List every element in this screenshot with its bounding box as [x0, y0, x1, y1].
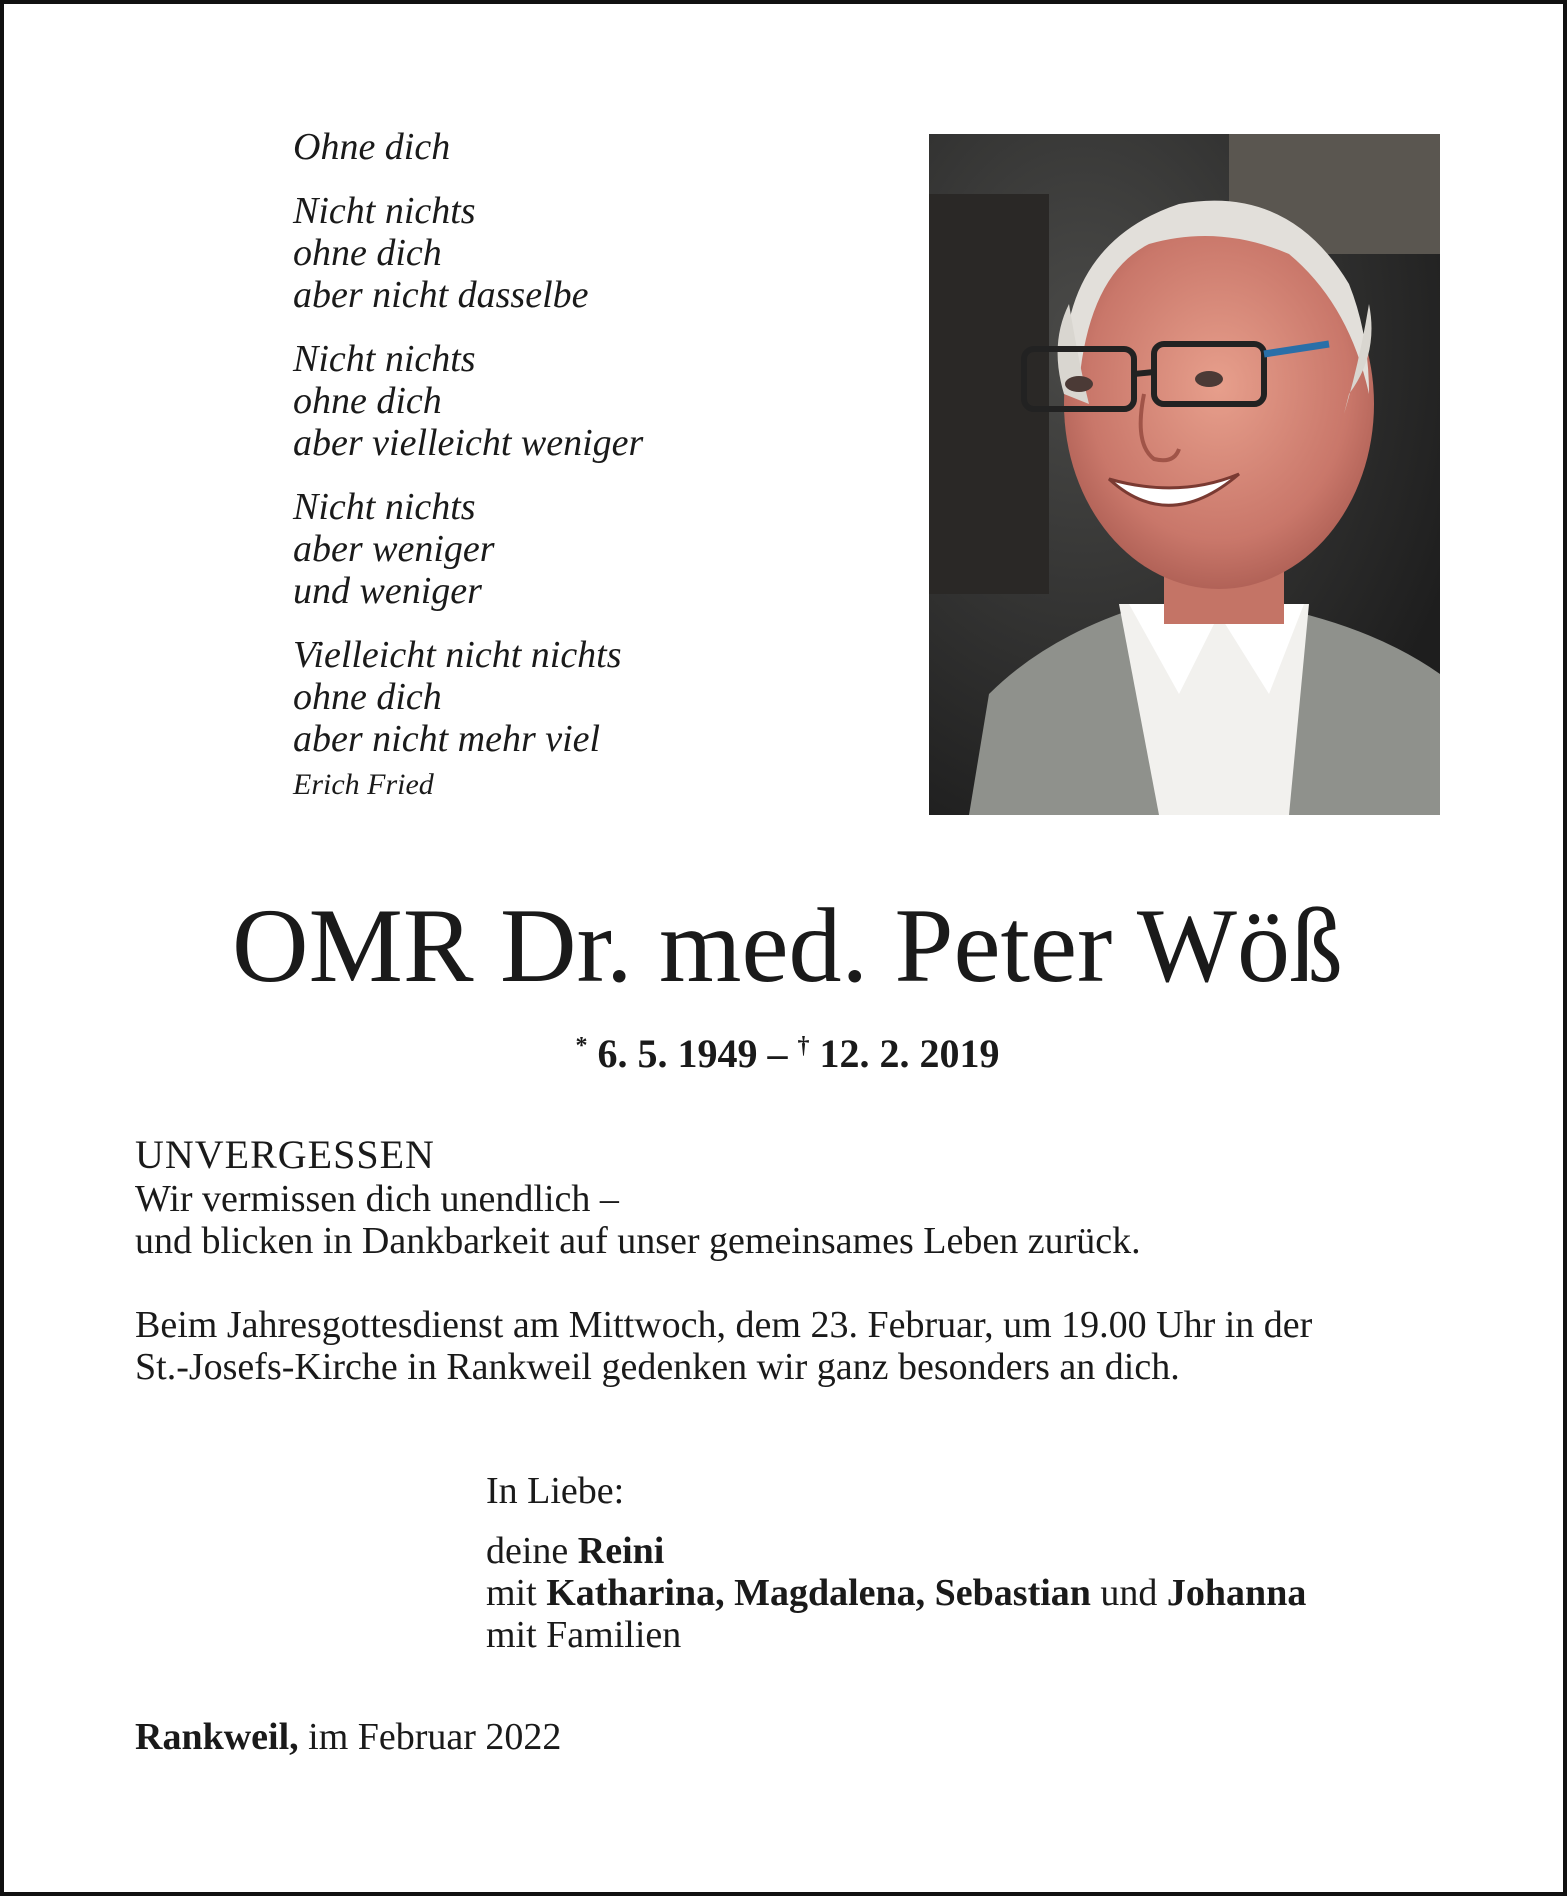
place-date	[135, 1716, 561, 1758]
portrait-photo-icon	[929, 134, 1440, 815]
message-line: und blicken in Dankbarkeit auf unser gemeinsames Leben zurück.	[135, 1220, 1141, 1262]
poem-line: ohne dich	[293, 380, 442, 422]
poem-line: ohne dich	[293, 232, 442, 274]
poem-line: ohne dich	[293, 676, 442, 718]
poem-line: Vielleicht nicht nichts	[293, 634, 622, 676]
date: im Februar 2022	[298, 1716, 562, 1758]
birth-symbol: *	[575, 1033, 588, 1059]
poem-line: und weniger	[293, 570, 482, 612]
service-line: St.-Josefs-Kirche in Rankweil gedenken wir ganz besonders an dich.	[135, 1346, 1180, 1388]
poem	[293, 126, 893, 802]
portrait-photo	[929, 134, 1440, 815]
service-line: Beim Jahresgottesdienst am Mittwoch, dem 23. Februar, um 19.00 Uhr in der	[135, 1304, 1313, 1346]
date-separator: –	[767, 1031, 798, 1076]
death-date: 12. 2. 2019	[819, 1031, 1000, 1076]
message-spacer	[135, 1262, 1465, 1304]
poem-title: Ohne dich	[293, 126, 451, 168]
signature-prefix: mit	[486, 1572, 547, 1614]
signature-line-1	[486, 1530, 1486, 1572]
signature-block	[486, 1470, 1486, 1656]
death-symbol: †	[797, 1033, 810, 1059]
signature-name: Johanna	[1166, 1572, 1307, 1614]
signature-conjunction: und	[1090, 1572, 1167, 1614]
life-dates	[4, 1022, 1567, 1078]
message-line: Wir vermissen dich unendlich –	[135, 1178, 619, 1220]
poem-stanza-3	[293, 486, 893, 612]
poem-stanza-4	[293, 634, 893, 760]
poem-line: aber weniger	[293, 528, 495, 570]
signature-line-3: mit Familien	[486, 1614, 682, 1656]
signature-intro: In Liebe:	[486, 1470, 625, 1512]
place: Rankweil,	[135, 1716, 299, 1758]
poem-line: aber nicht dasselbe	[293, 274, 589, 316]
message-heading: UNVERGESSEN	[135, 1132, 435, 1177]
poem-line: aber nicht mehr viel	[293, 718, 601, 760]
poem-title-stanza	[293, 126, 893, 168]
poem-stanza-2	[293, 338, 893, 464]
signature-names: Katharina, Magdalena, Sebastian	[546, 1572, 1091, 1614]
poem-line: Nicht nichts	[293, 486, 476, 528]
signature-line-2	[486, 1572, 1486, 1614]
poem-line: aber vielleicht weniger	[293, 422, 644, 464]
poem-line: Nicht nichts	[293, 338, 476, 380]
poem-line: Nicht nichts	[293, 190, 476, 232]
signature-name: Reini	[577, 1530, 665, 1572]
deceased-name: OMR Dr. med. Peter Wöß	[232, 887, 1343, 1004]
poem-author: Erich Fried	[293, 768, 434, 801]
birth-date: 6. 5. 1949	[597, 1031, 758, 1076]
message-block	[135, 1134, 1465, 1388]
poem-stanza-1	[293, 190, 893, 316]
signature-prefix: deine	[486, 1530, 578, 1572]
signature-spacer	[486, 1512, 1486, 1530]
